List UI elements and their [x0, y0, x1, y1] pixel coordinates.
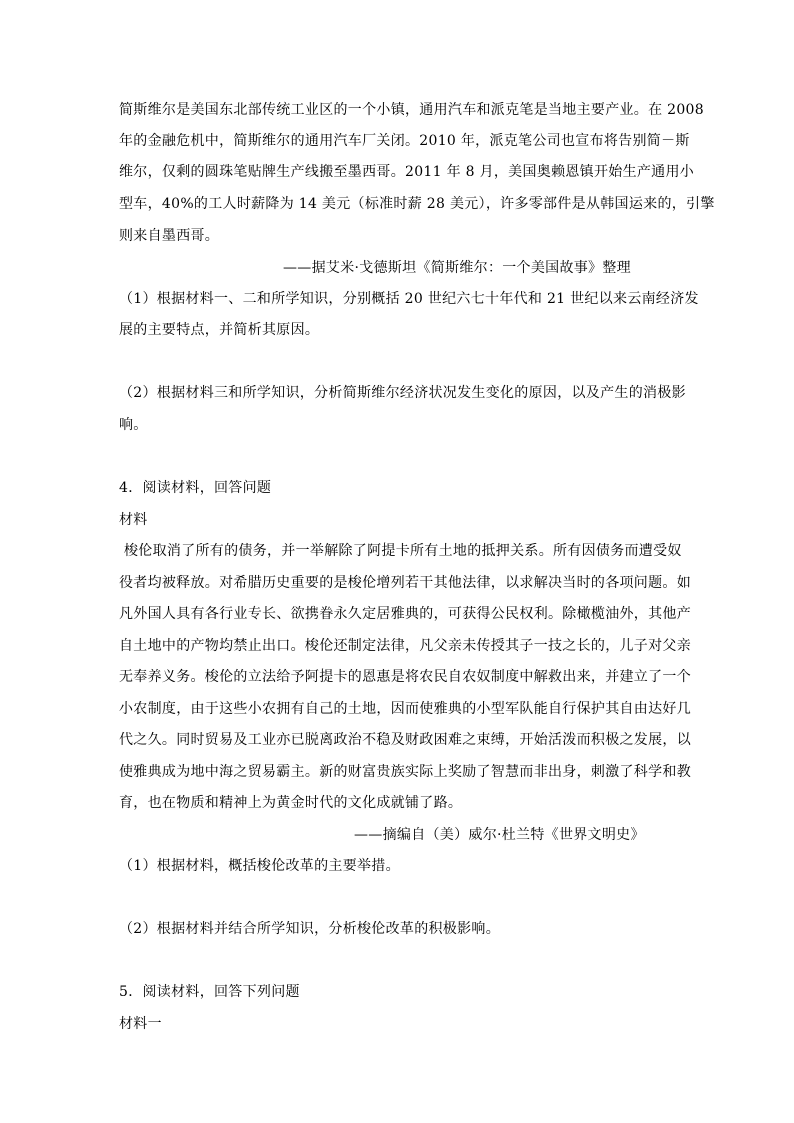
- q3-sub1-line-1: （1）根据材料一、二和所学知识，分别概括 20 世纪六七十年代和 21 世纪以来云南经济发: [119, 291, 699, 307]
- q4-source: ——摘编自（美）威尔·杜兰特《世界文明史》: [354, 827, 645, 843]
- q3-sub1-line-2: 展的主要特点，并简析其原因。: [119, 322, 320, 338]
- q4-heading: 4．阅读材料，回答问题: [119, 480, 272, 496]
- q4-material-line-4: 自土地中的产物均禁止出口。梭伦还制定法律，凡父亲未传授其子一技之长的，儿子对父亲: [119, 638, 691, 654]
- q3-sub2-line-2: 响。: [119, 417, 148, 433]
- material3-line-1: 简斯维尔是美国东北部传统工业区的一个小镇，通用汽车和派克笔是当地主要产业。在 2008: [119, 102, 704, 118]
- q4-material-line-6: 小农制度，由于这些小农拥有自己的土地，因而使雅典的小型军队能自行保护其自由达好几: [119, 701, 691, 717]
- material3-line-5: 则来自墨西哥。: [119, 228, 220, 244]
- q4-sub1: （1）根据材料，概括梭伦改革的主要举措。: [119, 858, 400, 874]
- q3-sub2-line-1: （2）根据材料三和所学知识，分析简斯维尔经济状况发生变化的原因，以及产生的消极影: [119, 385, 686, 401]
- q4-material-line-1: 梭伦取消了所有的债务，并一举解除了阿提卡所有土地的抵押关系。所有因债务而遭受奴: [124, 543, 682, 559]
- q4-material-line-8: 使雅典成为地中海之贸易霸主。新的财富贵族实际上奖励了智慧而非出身，刺激了科学和教: [119, 764, 691, 780]
- q4-material-line-9: 育，也在物质和精神上为黄金时代的文化成就铺了路。: [119, 795, 463, 811]
- q4-sub2: （2）根据材料并结合所学知识，分析梭伦改革的积极影响。: [119, 921, 501, 937]
- q4-material-line-7: 代之久。同时贸易及工业亦已脱离政治不稳及财政困难之束缚，开始活泼而积极之发展，以: [119, 732, 691, 748]
- q4-material-line-2: 役者均被释放。对希腊历史重要的是梭伦增列若干其他法律，以求解决当时的各项问题。如: [119, 575, 691, 591]
- q4-material-label: 材料: [119, 512, 148, 528]
- q4-material-line-3: 凡外国人具有各行业专长、欲携眷永久定居雅典的，可获得公民权利。除橄榄油外，其他产: [119, 606, 691, 622]
- q5-heading: 5．阅读材料，回答下列问题: [119, 984, 300, 1000]
- material3-line-2: 年的金融危机中，简斯维尔的通用汽车厂关闭。2010 年，派克笔公司也宣布将告别简－斯: [119, 133, 690, 149]
- material3-source: ——据艾米·戈德斯坦《简斯维尔：一个美国故事》整理: [283, 260, 631, 276]
- material3-line-3: 维尔，仅剩的圆珠笔贴牌生产线搬至墨西哥。2011 年 8 月，美国奥赖恩镇开始生产通用小: [119, 164, 695, 180]
- q4-material-line-5: 无奉养义务。梭伦的立法给予阿提卡的恩惠是将农民自农奴制度中解救出来，并建立了一个: [119, 669, 691, 685]
- material3-line-4: 型车，40%的工人时薪降为 14 美元（标准时薪 28 美元），许多零部件是从韩国运来的，引擎: [119, 196, 715, 212]
- q5-material-label: 材料一: [119, 1016, 162, 1032]
